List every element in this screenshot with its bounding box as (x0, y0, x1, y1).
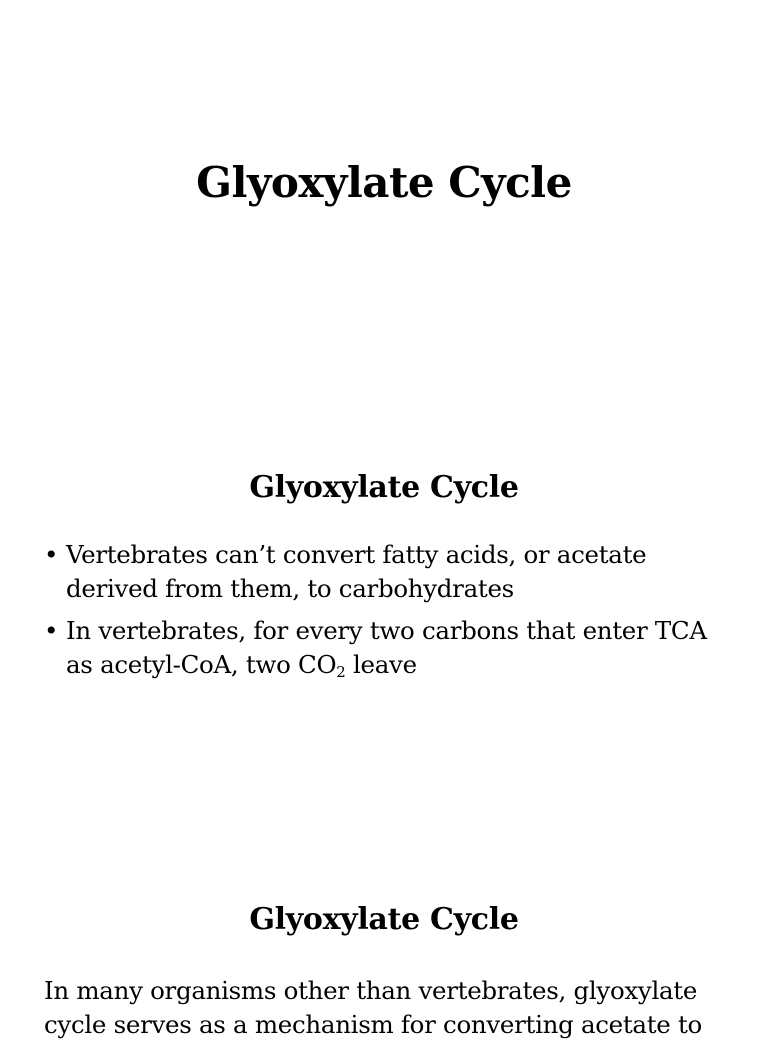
bullet-text: Vertebrates can’t convert fatty acids, or acetate derived from them, to carbohydrates (66, 540, 647, 603)
bullet-text-end: leave (345, 650, 417, 679)
subscript-two: 2 (336, 663, 346, 681)
slide-2 (0, 432, 768, 864)
bullet-dot-icon: • (44, 540, 59, 569)
bullet-item (44, 538, 734, 606)
bullet-item (44, 614, 734, 682)
slide-2-title: Glyoxylate Cycle (249, 470, 519, 505)
slide-3-paragraph: In many organisms other than vertebrates, glyoxylate cycle serves as a mechanism for converting acetate to (44, 976, 702, 1039)
slide-1-title: Glyoxylate Cycle (196, 158, 572, 207)
slide-3-title: Glyoxylate Cycle (249, 902, 519, 937)
bullet-text: In vertebrates, for every two carbons that enter TCA as acetyl-CoA, two CO (66, 616, 707, 679)
bullet-list (44, 538, 734, 690)
slide-3 (0, 864, 768, 1039)
bullet-dot-icon: • (44, 616, 59, 645)
slide-1 (0, 0, 768, 432)
